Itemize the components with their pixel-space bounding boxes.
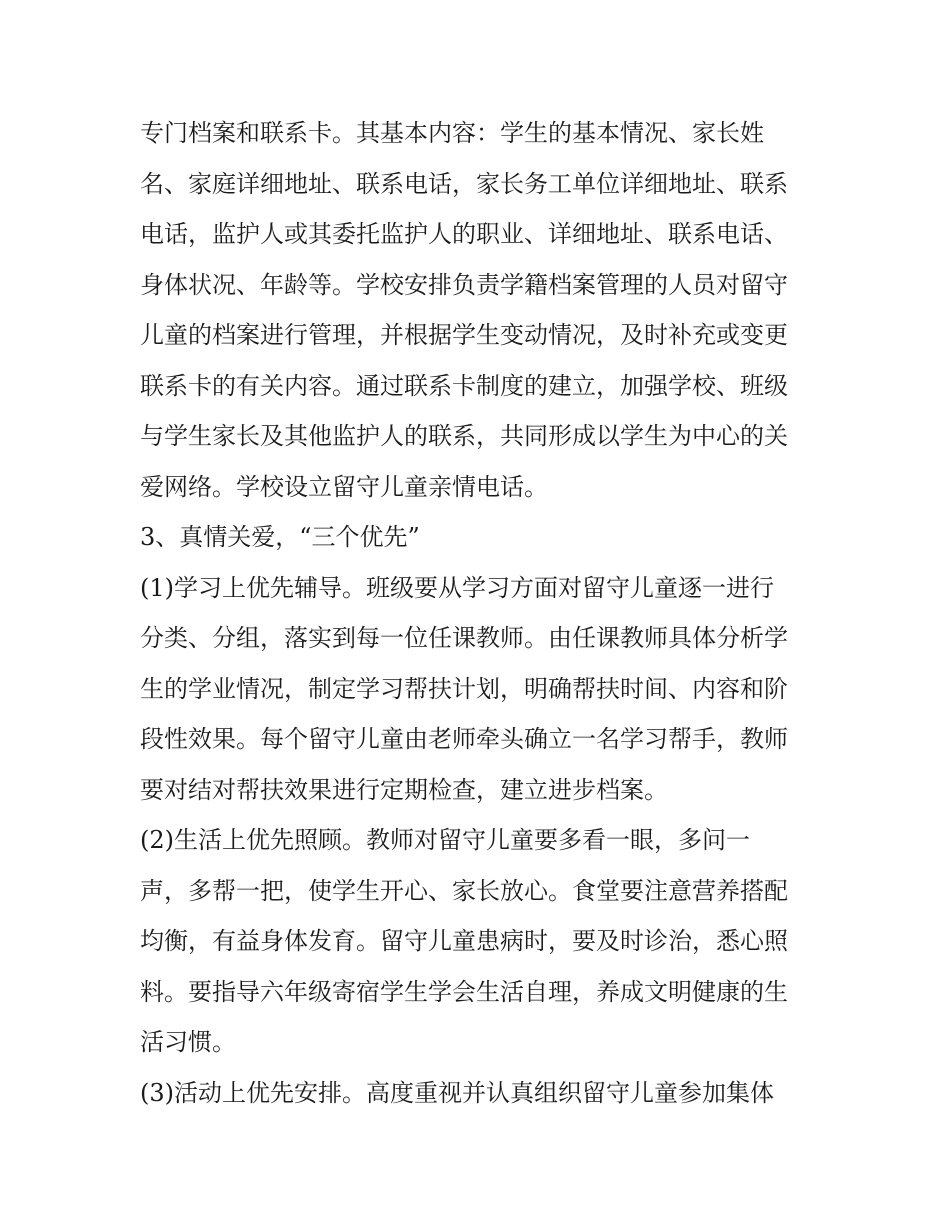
document-body <box>140 108 812 1118</box>
text-line: 联系卡的有关内容。通过联系卡制度的建立，加强学校、班级 <box>140 371 788 400</box>
text-line: 身体状况、年龄等。学校安排负责学籍档案管理的人员对留守 <box>140 270 788 299</box>
text-line: 与学生家长及其他监护人的联系，共同形成以学生为中心的关 <box>140 422 788 450</box>
text-line: 儿童的档案进行管理，并根据学生变动情况，及时补充或变更 <box>140 321 788 349</box>
section-heading: 3、真情关爱，“三个优先” <box>140 523 420 551</box>
text-line: 电话，监护人或其委托监护人的职业、详细地址、联系电话、 <box>140 220 788 248</box>
text-line: 声，多帮一把，使学生开心、家长放心。食堂要注意营养搭配 <box>140 876 788 905</box>
text-line: 爱网络。学校设立留守儿童亲情电话。 <box>140 472 548 501</box>
text-line: 段性效果。每个留守儿童由老师牵头确立一名学习帮手，教师 <box>140 725 788 753</box>
text-line: (2)生活上优先照顾。教师对留守儿童要多看一眼，多问一 <box>140 826 750 854</box>
text-line: 料。要指导六年级寄宿学生学会生活自理，养成文明健康的生 <box>140 977 788 1006</box>
text-line: 名、家庭详细地址、联系电话，家长务工单位详细地址、联系 <box>140 169 788 198</box>
text-line: (1)学习上优先辅导。班级要从学习方面对留守儿童逐一进行 <box>140 573 774 602</box>
text-line: 分类、分组，落实到每一位任课教师。由任课教师具体分析学 <box>140 624 788 652</box>
text-line: 均衡，有益身体发育。留守儿童患病时，要及时诊治，悉心照 <box>140 927 788 955</box>
text-line: (3)活动上优先安排。高度重视并认真组织留守儿童参加集体 <box>140 1078 774 1107</box>
text-line: 专门档案和联系卡。其基本内容：学生的基本情况、家长姓 <box>140 119 764 147</box>
text-line: 要对结对帮扶效果进行定期检查，建立进步档案。 <box>140 775 668 804</box>
text-line: 活习惯。 <box>140 1028 236 1056</box>
text-line: 生的学业情况，制定学习帮扶计划，明确帮扶时间、内容和阶 <box>140 674 788 703</box>
